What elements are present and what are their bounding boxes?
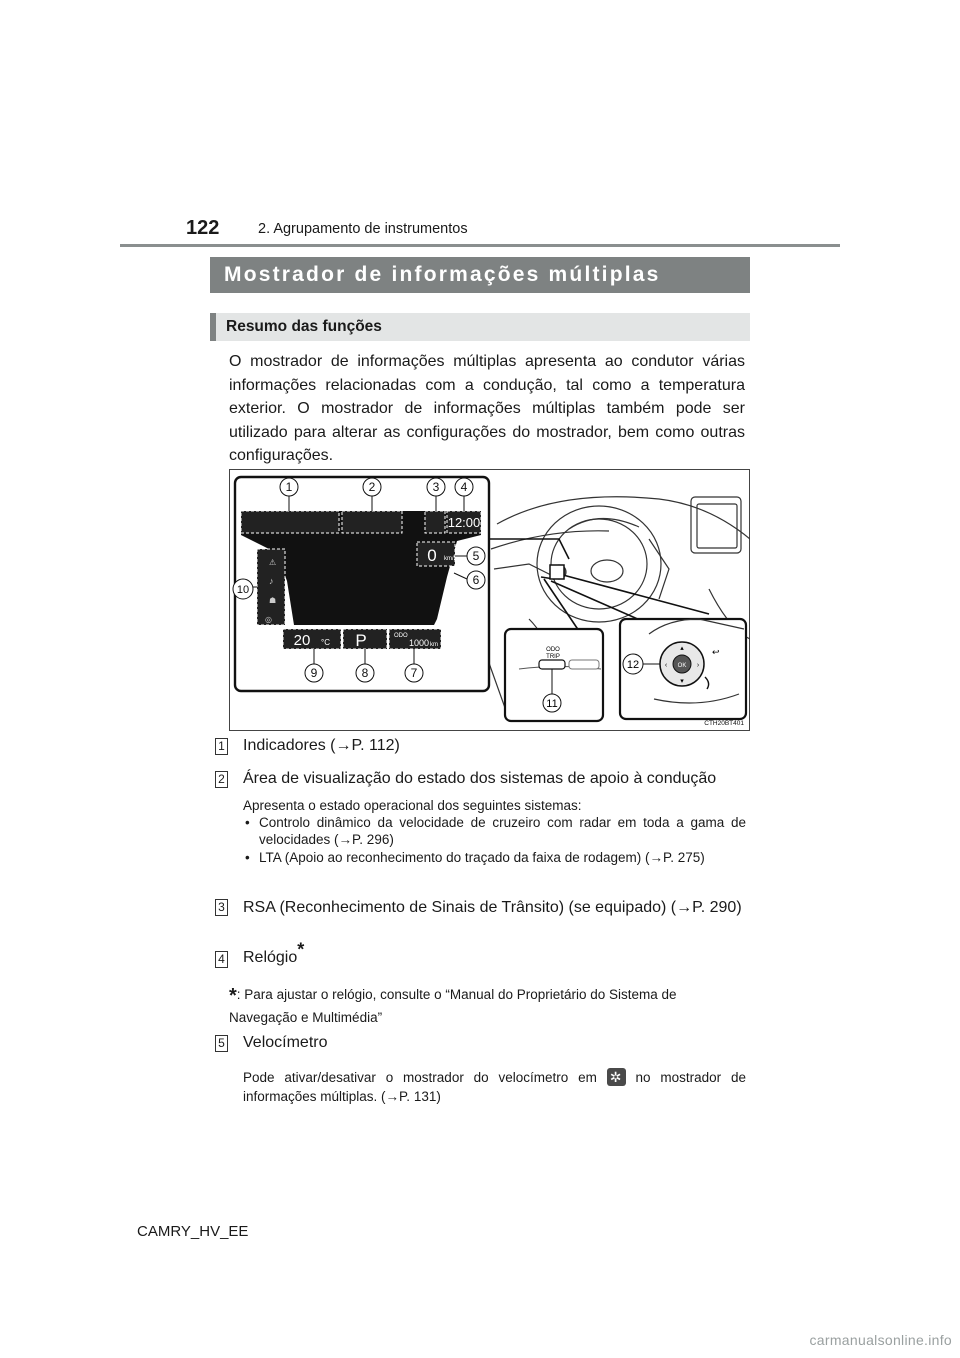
ok-button-label: OK	[677, 663, 687, 669]
footnote	[229, 984, 746, 1028]
display-speed: 0	[427, 546, 437, 565]
display-odo-value: 1000	[408, 638, 430, 648]
display-odo-label: ODO	[394, 633, 408, 639]
display-speed-unit: km/h	[444, 556, 458, 562]
callout-7: 7	[410, 666, 418, 680]
callout-2: 2	[368, 480, 376, 494]
item-5-note	[243, 1068, 746, 1106]
item-5: Velocímetro	[243, 1034, 328, 1051]
footnote-marker: *	[229, 985, 237, 1007]
callout-6: 6	[472, 573, 480, 587]
callout-10: 10	[236, 584, 250, 596]
bullet-glyph: •	[245, 815, 250, 830]
display-temperature-unit: °C	[321, 638, 330, 647]
odo-trip-switch	[539, 660, 565, 669]
callout-11: 11	[546, 698, 558, 710]
document-code: CAMRY_HV_EE	[137, 1223, 249, 1240]
gear-icon	[607, 1068, 626, 1086]
bullet-glyph: •	[245, 850, 250, 865]
item-number-5: 5	[215, 1035, 228, 1052]
watermark: carmanualsonline.info	[809, 1332, 952, 1348]
section-title: Mostrador de informações múltiplas	[210, 257, 750, 293]
footnote-text: : Para ajustar o relógio, consulte o “Manual do Proprietário do Sistema de Navegação e Multimédia”	[229, 987, 677, 1025]
indicator-icon: ◎	[265, 615, 272, 624]
display-gear: P	[355, 631, 367, 650]
right-arrow-icon: ›	[696, 662, 700, 669]
display-odo-unit: km	[430, 642, 438, 648]
page-number: 122	[186, 217, 220, 239]
down-arrow-icon: ▾	[680, 678, 684, 685]
up-arrow-icon: ▴	[680, 645, 684, 652]
item-5-note-before: Pode ativar/desativar o mostrador do velocímetro em	[243, 1070, 597, 1085]
display-temperature: 20	[293, 632, 311, 649]
indicator-icon: ♪	[269, 576, 274, 586]
item-number-2: 2	[215, 771, 228, 788]
bullet-text: Controlo dinâmico da velocidade de cruzeiro com radar em toda a gama de velocidades (→P. 296)	[259, 815, 746, 847]
bullet-list-item	[243, 850, 746, 867]
item-number-3: 3	[215, 899, 228, 916]
indicator-icon: ☗	[269, 596, 277, 605]
callout-1: 1	[285, 480, 293, 494]
header-divider	[120, 244, 840, 247]
callout-9: 9	[310, 666, 318, 680]
callout-4: 4	[460, 480, 468, 494]
bullet-text: LTA (Apoio ao reconhecimento do traçado da faixa de rodagem) (→P. 275)	[259, 850, 705, 865]
back-icon: ↩	[712, 647, 720, 657]
intro-paragraph: O mostrador de informações múltiplas apresenta ao condutor várias informações relacionadas com a condução, tal como a temperatura exterior. O mostrador de informações múltiplas também pode ser utilizado para alterar as configurações do mostrador, bem como outras configurações.	[229, 353, 745, 464]
asterisk-marker: *	[297, 939, 305, 960]
bullet-list-item	[243, 815, 746, 848]
steering-switch-marker	[550, 565, 564, 579]
item-5-note-after: no mostrador de informações múltiplas. (→P. 131)	[243, 1070, 746, 1104]
button-label-odo: ODO	[546, 647, 560, 653]
item-1: Indicadores (→P. 112)	[243, 737, 400, 754]
item-number-4: 4	[215, 951, 228, 968]
display-clock: 12:00	[447, 515, 481, 530]
chapter-title: 2. Agrupamento de instrumentos	[258, 221, 468, 237]
item-2: Área de visualização do estado dos sistemas de apoio à condução	[243, 770, 717, 787]
indicator-icon: ⚠	[269, 558, 277, 567]
item-2-note: Apresenta o estado operacional dos seguintes sistemas:	[243, 798, 582, 813]
button-label-trip: TRIP	[546, 654, 560, 660]
item-3: RSA (Reconhecimento de Sinais de Trânsito) (se equipado) (→P. 290)	[243, 899, 742, 916]
callout-3: 3	[432, 480, 440, 494]
callout-8: 8	[361, 666, 369, 680]
left-arrow-icon: ‹	[664, 662, 668, 669]
subsection-title: Resumo das funções	[210, 313, 750, 341]
instrument-cluster-figure	[229, 469, 750, 731]
figure-code: CTH20BT401	[704, 720, 744, 727]
item-number-1: 1	[215, 738, 228, 755]
item-4	[243, 939, 746, 970]
item-4-text: Relógio	[243, 949, 298, 966]
callout-5: 5	[472, 549, 480, 563]
callout-12: 12	[626, 659, 640, 671]
